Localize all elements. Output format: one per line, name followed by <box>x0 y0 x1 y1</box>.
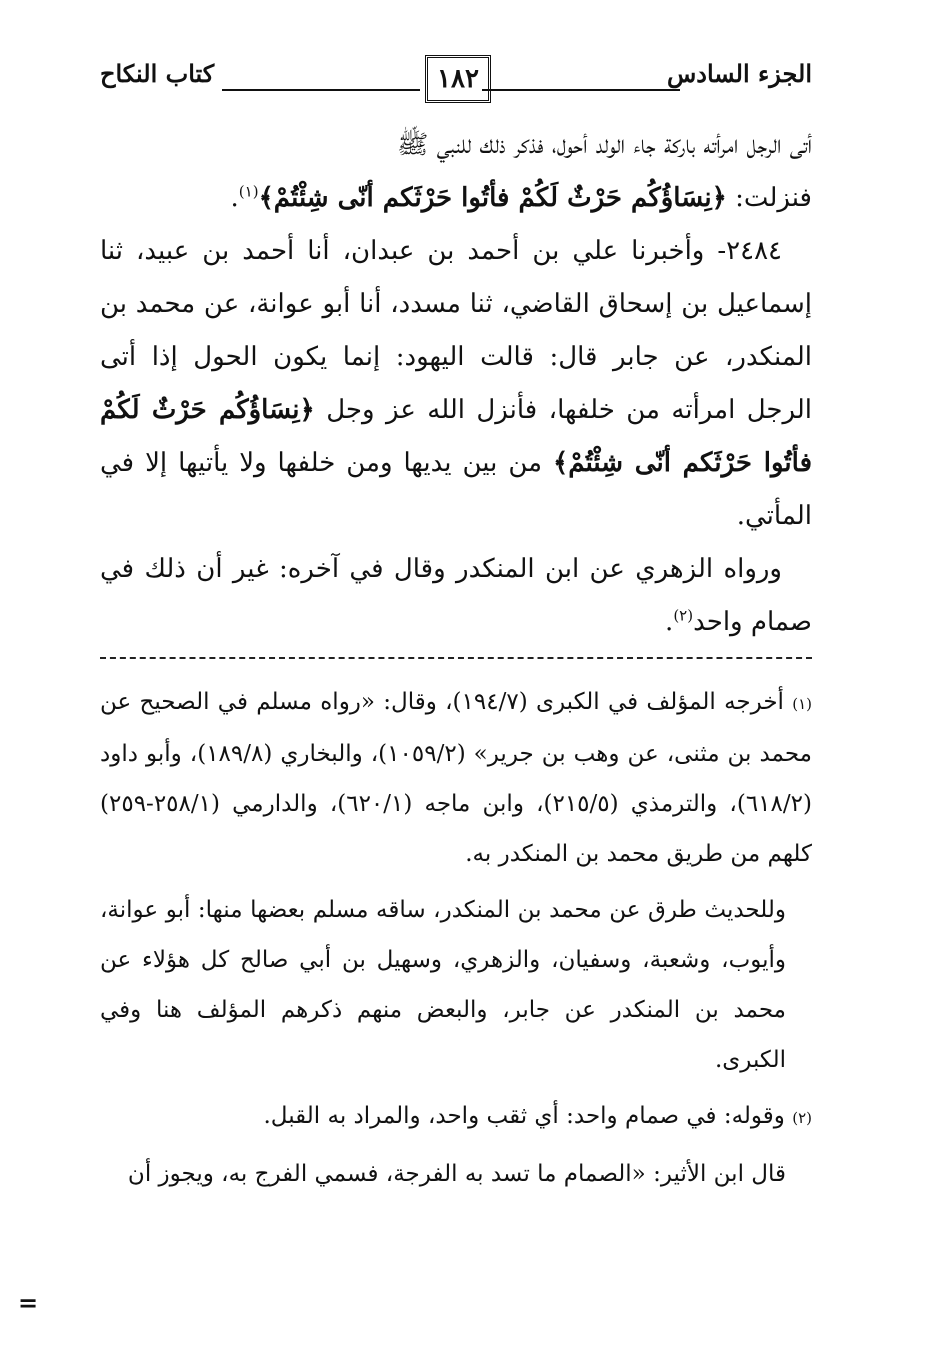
footnote-2-paragraph-2: قال ابن الأثير: «الصمام ما تسد به الفرجة، فسمي الفرج به، ويجوز أن <box>127 1161 786 1187</box>
chapter-title: كتاب النكاح <box>100 59 215 88</box>
hadith-ending: من بين يديها ومن خلفها ولا يأتيها إلا في المأتي. <box>100 448 812 531</box>
continuation-mark: = <box>18 1288 39 1317</box>
period: . <box>665 607 674 637</box>
footnotes <box>100 677 812 1199</box>
zuhri-narration <box>100 543 812 649</box>
footnote-1-paragraph-2: وللحديث طرق عن محمد بن المنكدر، ساقه مسلم بعضها منها: أبو عوانة، وأيوب، وشعبة، وسفيان، والزهري، وسهيل بن أبي صالح كل هؤلاء عن محمد بن المنكدر عن جابر، والبعض منهم ذكرهم المؤلف هنا وفي الكبرى. <box>100 897 786 1073</box>
header-rule-left <box>222 89 420 91</box>
page-number: ١٨٢ <box>425 55 491 103</box>
revealed-label: فنزلت: <box>726 183 812 213</box>
quran-verse: ﴿نِسَاؤُكُم حَرْثٌ لَكُمْ فأتُوا حَرْثَكم أنّى شِئْتُمْ﴾ <box>258 183 727 213</box>
footnote-ref-1: (١) <box>238 182 259 201</box>
main-text <box>100 119 812 649</box>
page-header <box>100 55 812 111</box>
footnote-separator <box>100 657 812 659</box>
volume-title: الجزء السادس <box>666 59 812 88</box>
footnote-1-text: أخرجه المؤلف في الكبرى (١٩٤/٧)، وقال: «رواه مسلم في الصحيح عن محمد بن مثنى، عن وهب بن جرير» (١٠٥٩/٢)، والبخاري (١٨٩/٨)، وأبو داود (٦١٨/٢)، والترمذي (٢١٥/٥)، وابن ماجه (٦٢٠/١)، والدارمي (٢٥٨/١-٢٥٩) كلهم من طريق محمد بن المنكدر به. <box>100 689 812 867</box>
zuhri-text: ورواه الزهري عن ابن المنكدر وقال في آخره: غير أن ذلك في صمام واحد <box>100 554 812 637</box>
narration-continuation: أتى الرجل امرأته باركة جاء الولد أحول، فذكر ذلك للنبي ﷺ <box>396 130 812 160</box>
hadith-2484 <box>100 225 812 543</box>
text-line-2 <box>100 172 812 225</box>
footnote-1 <box>100 677 812 879</box>
footnote-1-number: (١) <box>792 695 812 713</box>
footnote-ref-2: (٢) <box>673 606 694 625</box>
quran-verse-2: ﴿نِسَاؤُكُم حَرْثٌ لَكُمْ فأتُوا حَرْثَكم أنّى شِئْتُمْ﴾ <box>100 395 812 478</box>
period: . <box>230 183 239 213</box>
footnote-2 <box>100 1091 812 1143</box>
footnote-2-number: (٢) <box>792 1109 812 1127</box>
text-line-1 <box>100 119 812 172</box>
hadith-chain: ٢٤٨٤- وأخبرنا علي بن أحمد بن عبدان، أنا أحمد بن عبيد، ثنا إسماعيل بن إسحاق القاضي، ثنا مسدد، أنا أبو عوانة، عن محمد بن المنكدر، عن جابر قال: قالت اليهود: إنما يكون الحول إذا أتى الرجل امرأته من خلفها، فأنزل الله عز وجل <box>100 236 812 425</box>
book-page <box>100 55 812 1315</box>
footnote-2-text: وقوله: في صمام واحد: أي ثقب واحد، والمراد به القبل. <box>263 1103 785 1129</box>
header-rule-right <box>482 89 680 91</box>
